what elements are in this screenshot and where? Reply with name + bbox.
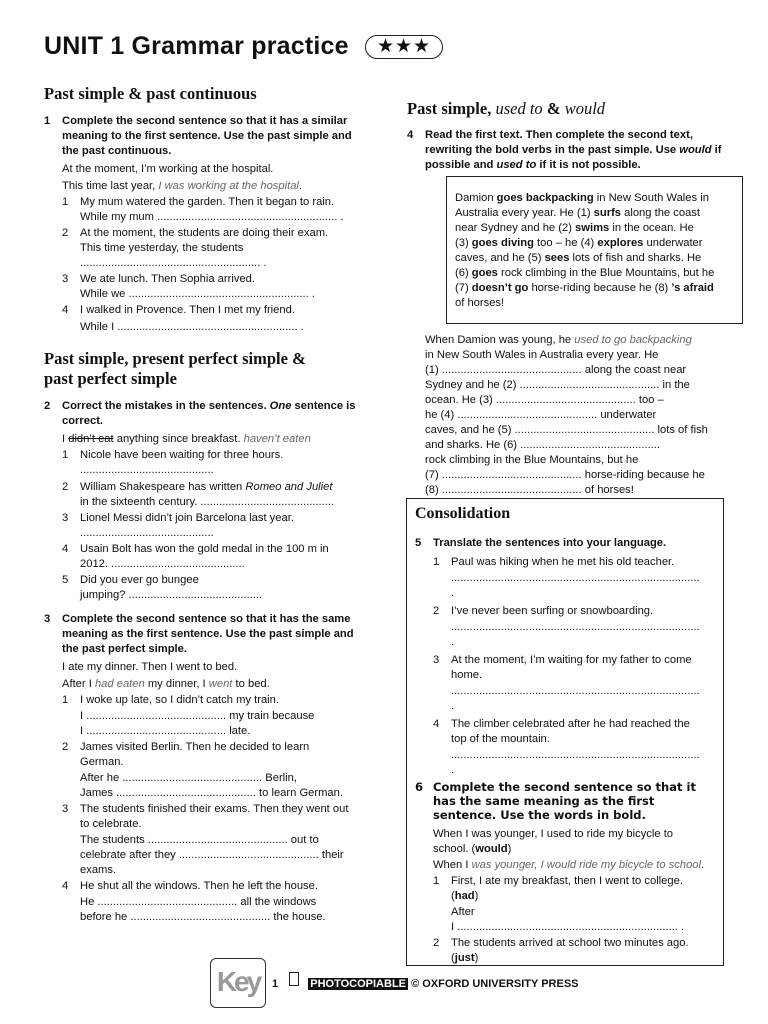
photocopiable-label: PHOTOCOPIABLE xyxy=(310,978,407,990)
exercise-instruction: Complete the second sentence so that it has the same meaning as the first sentence. Use the past simple and the past perfect simple. xyxy=(62,613,354,655)
reading-text-box xyxy=(446,176,743,324)
exercise-number: 3 xyxy=(44,613,51,625)
reading-line: (7) doesn’t go horse-riding because he (8) ’s afraid xyxy=(455,282,714,294)
example-answer: After I had eaten my dinner, I went to bed. xyxy=(62,678,270,690)
list-item: 4 He shut all the windows. Then he left the house. He ............................................. all the windows before he ............................................. the house. xyxy=(62,880,326,923)
list-item: 1 My mum watered the garden. Then it began to rain. While my mum .......................................................... . xyxy=(62,196,344,223)
exercise-instruction: Complete the second sentence so that it has the same meaning as the first sentence. Use the words in bold. xyxy=(433,780,696,822)
section-heading-past-simple-continuous: Past simple & past continuous xyxy=(44,84,257,103)
list-item: 2 I’ve never been surfing or snowboarding. ................................................................................ . xyxy=(433,605,700,648)
reading-line: near Sydney and he (2) swims in the ocean. He xyxy=(455,222,694,234)
rewrite-line: ocean. He (3) ............................................. too – xyxy=(425,394,664,406)
reading-text xyxy=(455,191,740,311)
reading-line: Damion goes backpacking in New South Wales in xyxy=(455,192,709,204)
rewrite-line: he (4) ............................................. underwater xyxy=(425,409,657,421)
page-title: UNIT 1 Grammar practice xyxy=(44,32,349,60)
exercise-1 xyxy=(44,114,364,335)
rewrite-line: (7) ............................................. horse-riding because he xyxy=(425,469,705,481)
exercise-instruction: Translate the sentences into your language. xyxy=(433,537,667,549)
consolidation-box xyxy=(406,498,724,966)
exercise-number: 1 xyxy=(44,115,51,127)
publisher: © OXFORD UNIVERSITY PRESS xyxy=(408,978,579,990)
exercise-instruction: Complete the second sentence so that it has a similar meaning to the first sentence. Use the past simple and the past continuous. xyxy=(62,115,352,157)
reading-line: caves, and he (5) sees lots of fish and sharks. He xyxy=(455,252,702,264)
list-item: 1 I woke up late, so I didn’t catch my train. I ............................................. my train because I ............................................. late. xyxy=(62,694,315,737)
exercise-instruction: Read the first text. Then complete the second text, rewriting the bold verbs in the past simple. Use would if possible and used to if it is not possible. xyxy=(425,129,722,171)
rewrite-text xyxy=(425,333,725,498)
example-sentence: I ate my dinner. Then I went to bed. xyxy=(62,661,238,673)
list-item: 2 At the moment, the students are doing their exam. This time yesterday, the students .......................................................... . xyxy=(62,227,329,269)
example-sentence-cont: school. (would) xyxy=(433,843,512,855)
list-item: 1 Paul was hiking when he met his old teacher. ................................................................................ . xyxy=(433,556,700,599)
reading-line: Australia every year. He (1) surfs along the coast xyxy=(455,207,701,219)
list-item: 5 Did you ever go bungee jumping? ........................................... xyxy=(62,574,263,601)
section-heading-perfect-line2: past perfect simple xyxy=(44,369,177,388)
book-icon xyxy=(289,972,299,986)
list-item: 1 Nicole have been waiting for three hours. ........................................... xyxy=(62,449,284,476)
exercise-number: 2 xyxy=(44,400,51,412)
key-logo: Key xyxy=(210,958,266,1008)
rewrite-line: caves, and he (5) ............................................. lots of fish xyxy=(425,424,708,436)
exercise-5 xyxy=(415,536,717,778)
difficulty-stars: ★★★ xyxy=(365,35,443,59)
list-item: 1 First, I ate my breakfast, then I went to college. (had) After I ....................................................................... . xyxy=(433,875,685,933)
rewrite-line: When Damion was young, he used to go backpacking xyxy=(425,334,692,346)
page-number: 1 xyxy=(272,978,279,990)
exercise-instruction: Correct the mistakes in the sentences. One sentence is correct. xyxy=(62,400,356,427)
section-heading-used-to-would: Past simple, used to & would xyxy=(407,99,606,118)
exercise-4 xyxy=(407,128,732,173)
rewrite-line: and sharks. He (6) ............................................. xyxy=(425,439,661,451)
example-sentence: I didn’t eat anything since breakfast. haven’t eaten xyxy=(62,433,311,445)
list-item: 4 Usain Bolt has won the gold medal in the 100 m in 2012. ........................................... xyxy=(62,543,329,570)
page-footer xyxy=(272,978,579,990)
rewrite-line: in New South Wales in Australia every year. He xyxy=(425,349,659,361)
list-item: 3 The students finished their exams. Then they went out to celebrate. The students ............................................. out to celebrate after they ............................................. their exams. xyxy=(62,803,349,876)
example-sentence: When I was younger, I used to ride my bicycle to xyxy=(433,828,674,840)
list-item: 4 The climber celebrated after he had reached the top of the mountain. ................................................................................ . xyxy=(433,718,700,776)
list-item: 2 The students arrived at school two minutes ago. (just) xyxy=(433,937,689,964)
reading-line: (6) goes rock climbing in the Blue Mountains, but he xyxy=(455,267,715,279)
list-item: 4 I walked in Provence. Then I met my friend. While I .......................................................... . xyxy=(62,304,304,333)
list-item: 3 At the moment, I’m waiting for my father to come home. ................................................................................ . xyxy=(433,654,700,712)
consolidation-title: Consolidation xyxy=(415,505,511,522)
exercise-number: 4 xyxy=(407,129,414,141)
example-answer: This time last year, I was working at the hospital. xyxy=(62,180,303,192)
list-item: 3 Lionel Messi didn’t join Barcelona last year. ........................................... xyxy=(62,512,294,539)
list-item: 2 James visited Berlin. Then he decided to learn German. After he ............................................. Berlin, James ............................................. to learn German. xyxy=(62,741,343,799)
exercise-2 xyxy=(44,399,364,603)
exercise-6 xyxy=(415,780,717,966)
exercise-number: 5 xyxy=(415,537,422,549)
exercise-3 xyxy=(44,612,364,925)
section-heading-perfect-line1: Past simple, present perfect simple & xyxy=(44,349,306,368)
exercise-number: 6 xyxy=(415,780,424,794)
rewrite-line: (8) ............................................. of horses! xyxy=(425,484,634,496)
rewrite-line: rock climbing in the Blue Mountains, but he xyxy=(425,454,639,466)
example-answer: When I was younger, I would ride my bicycle to school. xyxy=(433,859,705,871)
rewrite-line: (1) ............................................. along the coast near xyxy=(425,364,687,376)
example-sentence: At the moment, I’m working at the hospital. xyxy=(62,163,274,175)
reading-line: (3) goes diving too – he (4) explores underwater xyxy=(455,237,703,249)
rewrite-line: Sydney and he (2) ............................................. in the xyxy=(425,379,690,391)
reading-line: of horses! xyxy=(455,297,505,309)
list-item: 3 We ate lunch. Then Sophia arrived. While we .......................................................... . xyxy=(62,273,315,300)
list-item: 2 William Shakespeare has written Romeo and Juliet in the sixteenth century. ........................................... xyxy=(62,481,335,508)
